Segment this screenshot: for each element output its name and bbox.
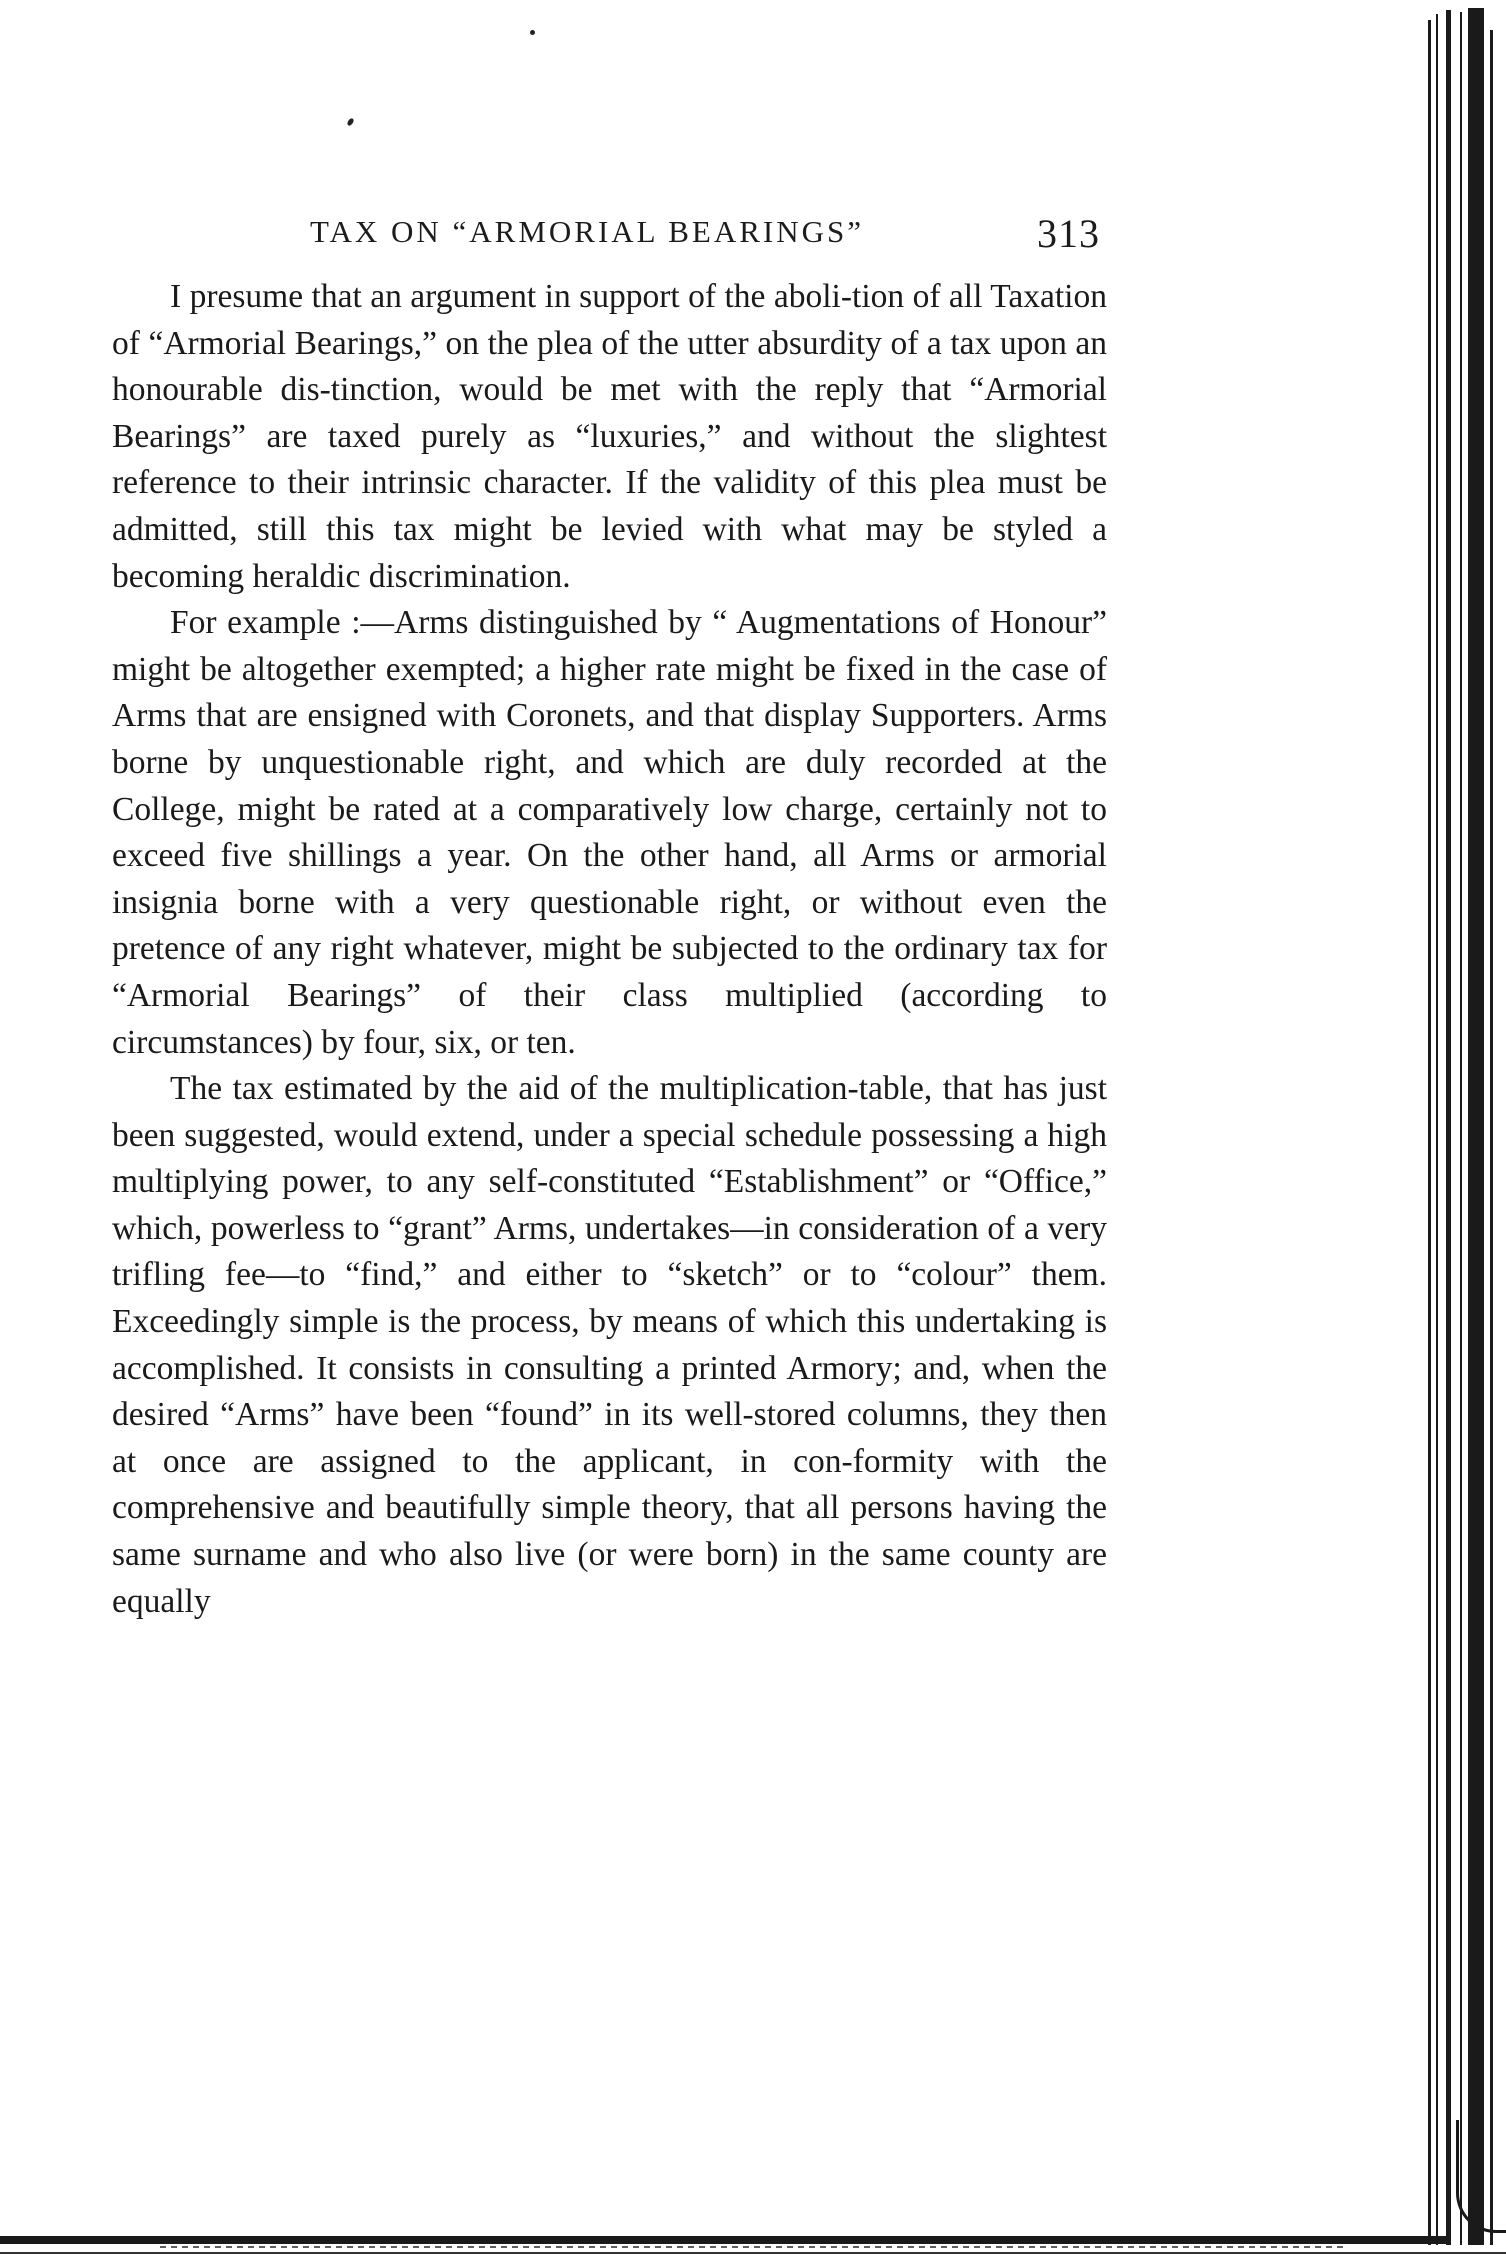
- running-head: [310, 210, 1100, 270]
- body-text: [112, 274, 1107, 1625]
- book-spine-edge: [1416, 0, 1506, 2259]
- paragraph-2: For example :—Arms distinguished by “ Augmentations of Honour” might be altogether exempted; a higher rate might be fixed in the case of Arms that are ensigned with Coronets, and that display Supporters. Arms borne by unquestionable right, and which are duly recorded at the College, might be rated at a comparatively low charge, certainly not to exceed five shillings a year. On the other hand, all Arms or armorial insignia borne with a very questionable right, or without even the pretence of any right whatever, might be subjected to the ordinary tax for “Armorial Bearings” of their class multiplied (according to circumstances) by four, six, or ten.: [112, 604, 1107, 1061]
- ink-speck: [530, 30, 535, 35]
- page-number: 313: [1037, 211, 1100, 256]
- ink-speck: [346, 117, 355, 126]
- spine-curl: [1456, 2120, 1506, 2233]
- paragraph-1: I presume that an argument in support of the aboli-tion of all Taxation of “Armorial Bearings,” on the plea of the utter absurdity of a tax upon an honourable dis-tinction, would be met with the reply that “Armorial Bearings” are taxed purely as “luxuries,” and without the slightest reference to their intrinsic character. If the validity of this plea must be admitted, still this tax might be levied with what may be styled a becoming heraldic discrimination.: [112, 278, 1107, 595]
- page-bottom-edge: [0, 2232, 1506, 2259]
- running-title: TAX ON “ARMORIAL BEARINGS”: [310, 214, 864, 249]
- paragraph-3: The tax estimated by the aid of the multiplication-table, that has just been suggested, would extend, under a special schedule possessing a high multiplying power, to any self-constituted “Establishment” or “Office,” which, powerless to “grant” Arms, undertakes—in consideration of a very trifling fee—to “find,” and either to “sketch” or to “colour” them. Exceedingly simple is the process, by means of which this undertaking is accomplished. It consists in consulting a printed Armory; and, when the desired “Arms” have been “found” in its well-stored columns, they then at once are assigned to the applicant, in con-formity with the comprehensive and beautifully simple theory, that all persons having the same surname and who also live (or were born) in the same county are equally: [112, 1070, 1107, 1620]
